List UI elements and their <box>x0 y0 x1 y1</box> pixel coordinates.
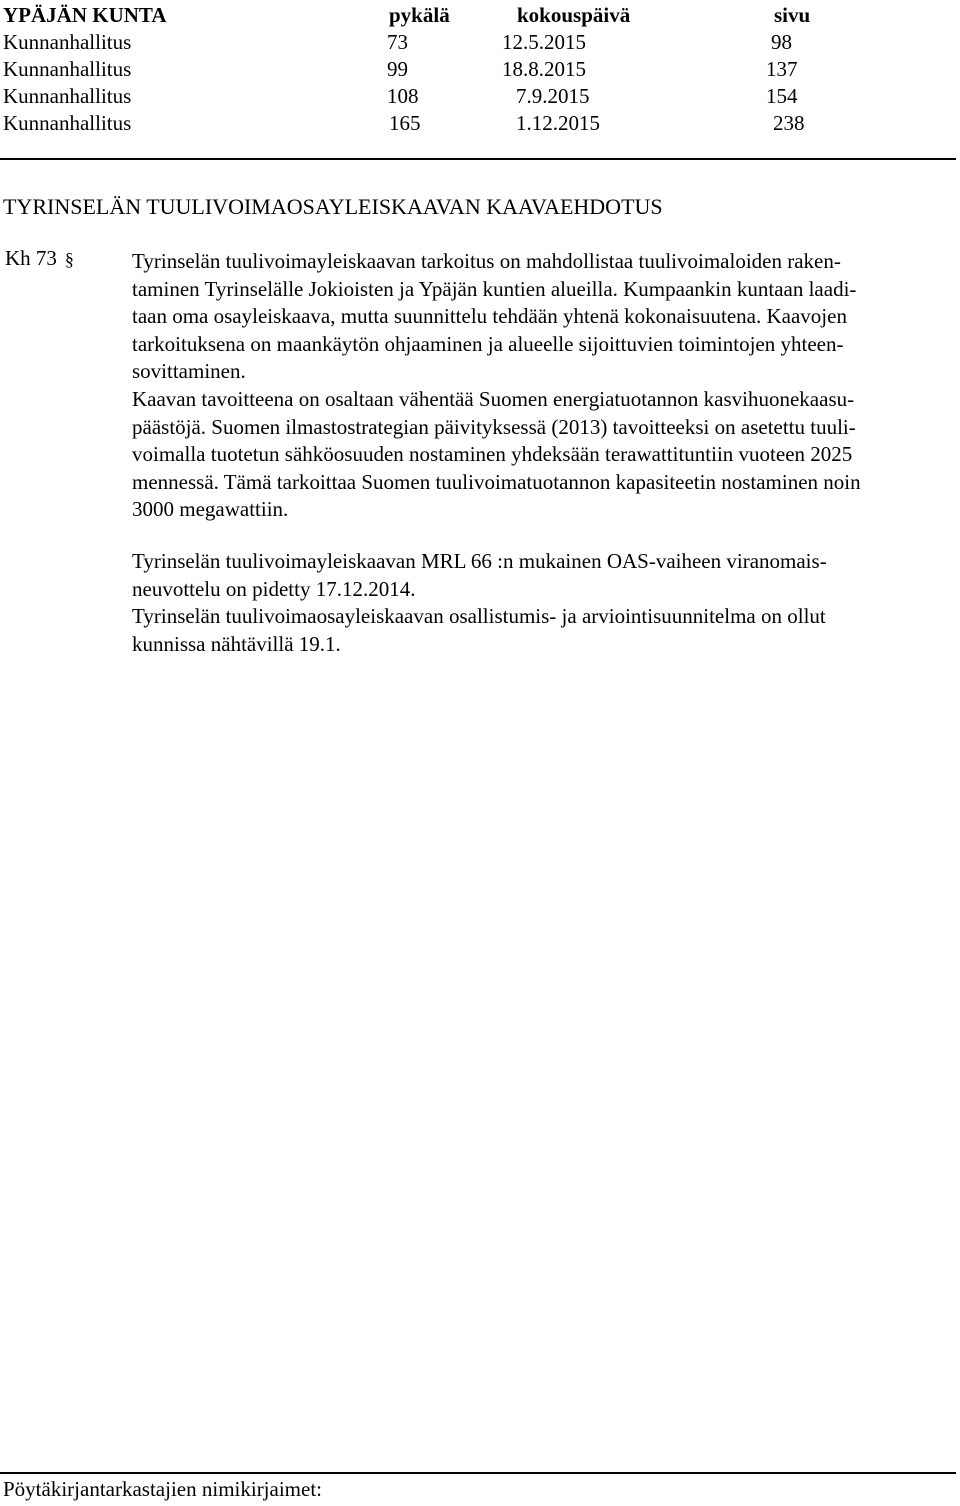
meeting-date: 1.12.2015 <box>516 111 600 135</box>
page-number: 238 <box>773 111 805 135</box>
text-line: Tyrinselän tuulivoimayleiskaavan tarkoitus on mahdollistaa tuulivoimaloiden raken- <box>132 249 841 273</box>
section-sign: § <box>64 249 74 269</box>
meeting-body: Kunnanhallitus <box>3 30 132 54</box>
column-label-page: sivu <box>774 3 811 27</box>
column-label-date: kokouspäivä <box>517 3 631 27</box>
section-number: 73 <box>387 30 408 54</box>
paragraph-block <box>132 548 960 658</box>
text-line: neuvottelu on pidetty 17.12.2014. <box>132 576 416 601</box>
header-row <box>0 29 960 56</box>
section-label <box>5 245 74 273</box>
header-row <box>0 56 960 83</box>
footer-divider <box>0 1472 956 1474</box>
text-line: Tyrinselän tuulivoimaosayleiskaavan osallistumis- ja arviointisuunnitelma on ollut <box>132 604 826 629</box>
text-line: Kaavan tavoitteena on osaltaan vähentää Suomen energiatuotannon kasvihuonekaasu- <box>132 386 855 411</box>
section-number: 108 <box>387 84 419 108</box>
section-label-text: Kh 73 <box>5 246 57 270</box>
meeting-date: 7.9.2015 <box>516 84 590 108</box>
meeting-body: Kunnanhallitus <box>3 57 132 81</box>
header-row <box>0 83 960 110</box>
text-line: tarkoituksena on maankäytön ohjaaminen ja alueelle sijoittuvien toimintojen yhteen- <box>132 331 844 356</box>
text-line: Tyrinselän tuulivoimayleiskaavan MRL 66 :n mukainen OAS-vaiheen viranomais- <box>132 549 827 573</box>
page-number: 98 <box>771 30 792 54</box>
header-divider <box>0 158 956 160</box>
meeting-date: 12.5.2015 <box>502 30 586 54</box>
text-line: taan oma osayleiskaava, mutta suunnittelu tehdään yhtenä kokonaisuutena. Kaavojen <box>132 304 847 329</box>
page-number: 137 <box>766 57 798 81</box>
column-label-section: pykälä <box>389 3 450 27</box>
meeting-date: 18.8.2015 <box>502 57 586 81</box>
document-title: TYRINSELÄN TUULIVOIMAOSAYLEISKAAVAN KAAVAEHDOTUS <box>3 194 663 219</box>
text-line: voimalla tuotetun sähköosuuden nostaminen yhdeksään terawattituntiin vuoteen 2025 <box>132 442 853 467</box>
text-line: päästöjä. Suomen ilmastostrategian päivityksessä (2013) tavoitteeksi on asetettu tuuli- <box>132 414 856 439</box>
section-number: 165 <box>389 111 421 135</box>
text-line: sovittaminen. <box>132 359 246 384</box>
meeting-body: Kunnanhallitus <box>3 111 132 135</box>
header-row <box>0 110 960 137</box>
section-number: 99 <box>387 57 408 81</box>
page-number: 154 <box>766 84 798 108</box>
footer-initials-label: Pöytäkirjantarkastajien nimikirjaimet: <box>3 1477 322 1501</box>
header-row-labels <box>0 2 960 29</box>
text-line: kunnissa nähtävillä 19.1. <box>132 631 341 656</box>
text-line: 3000 megawattiin. <box>132 497 289 522</box>
text-line: taminen Tyrinselälle Jokioisten ja Ypäjän kuntien alueilla. Kumpaankin kuntaan laadi- <box>132 276 857 301</box>
meeting-body: Kunnanhallitus <box>3 84 132 108</box>
text-line: mennessä. Tämä tarkoittaa Suomen tuulivoimatuotannon kapasiteetin nostaminen noin <box>132 469 861 494</box>
paragraph-block <box>132 248 960 524</box>
organization-name: YPÄJÄN KUNTA <box>3 3 167 27</box>
